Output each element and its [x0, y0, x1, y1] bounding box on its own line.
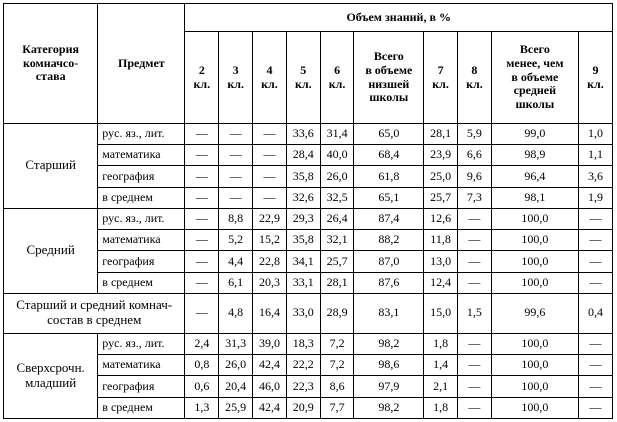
value-cell: —: [219, 124, 253, 145]
value-cell: 25,0: [424, 166, 458, 187]
value-cell: 22,3: [286, 376, 320, 397]
value-cell: 0,6: [185, 376, 219, 397]
category-header: Категория комначсо- става: [4, 4, 98, 124]
value-cell: 2,4: [185, 333, 219, 354]
subject-header: Предмет: [98, 4, 185, 124]
knowledge-volume-header: Объем знаний, в %: [185, 4, 613, 32]
value-cell: 29,3: [286, 208, 320, 229]
value-cell: 28,1: [320, 272, 354, 293]
column-header-7: 8 кл.: [457, 32, 491, 124]
value-cell: 26,0: [219, 355, 253, 376]
value-cell: —: [578, 333, 612, 354]
value-cell: 33,0: [286, 293, 320, 333]
subject-cell: география: [98, 251, 185, 272]
value-cell: —: [219, 166, 253, 187]
value-cell: 4,8: [219, 293, 253, 333]
category-cell: Старший: [4, 124, 98, 209]
subject-cell: в среднем: [98, 187, 185, 208]
value-cell: —: [578, 272, 612, 293]
subject-cell: география: [98, 166, 185, 187]
value-cell: 97,9: [354, 376, 424, 397]
value-cell: —: [185, 166, 219, 187]
subject-cell: в среднем: [98, 397, 185, 418]
value-cell: 87,0: [354, 251, 424, 272]
value-cell: 32,5: [320, 187, 354, 208]
value-cell: —: [185, 187, 219, 208]
value-cell: 7,2: [320, 355, 354, 376]
subject-cell: рус. яз., лит.: [98, 208, 185, 229]
table-header: [4, 4, 613, 124]
table-row: [4, 333, 613, 354]
value-cell: 35,8: [286, 166, 320, 187]
column-header-0: 2 кл.: [185, 32, 219, 124]
subject-cell: математика: [98, 230, 185, 251]
value-cell: 28,4: [286, 145, 320, 166]
value-cell: 39,0: [253, 333, 287, 354]
column-header-8: Всего менее, чем в объеме средней школы: [491, 32, 578, 124]
value-cell: 6,1: [219, 272, 253, 293]
value-cell: 13,0: [424, 251, 458, 272]
value-cell: 1,8: [424, 397, 458, 418]
value-cell: 100,0: [491, 251, 578, 272]
value-cell: —: [457, 272, 491, 293]
column-header-1: 3 кл.: [219, 32, 253, 124]
value-cell: —: [578, 355, 612, 376]
value-cell: —: [578, 376, 612, 397]
subject-cell: математика: [98, 355, 185, 376]
value-cell: 20,4: [219, 376, 253, 397]
value-cell: 25,9: [219, 397, 253, 418]
value-cell: 8,8: [219, 208, 253, 229]
value-cell: —: [253, 166, 287, 187]
value-cell: 1,9: [578, 187, 612, 208]
subject-cell: математика: [98, 145, 185, 166]
value-cell: 65,1: [354, 187, 424, 208]
value-cell: —: [185, 208, 219, 229]
table-row-combined: [4, 293, 613, 333]
value-cell: 22,8: [253, 251, 287, 272]
value-cell: —: [253, 124, 287, 145]
value-cell: 87,6: [354, 272, 424, 293]
value-cell: —: [578, 230, 612, 251]
value-cell: 98,2: [354, 333, 424, 354]
value-cell: —: [457, 333, 491, 354]
value-cell: 3,6: [578, 166, 612, 187]
value-cell: —: [457, 397, 491, 418]
value-cell: 83,1: [354, 293, 424, 333]
value-cell: —: [457, 230, 491, 251]
category-cell: Средний: [4, 208, 98, 293]
value-cell: 7,3: [457, 187, 491, 208]
value-cell: 1,5: [457, 293, 491, 333]
value-cell: 8,6: [320, 376, 354, 397]
value-cell: —: [185, 145, 219, 166]
value-cell: 12,4: [424, 272, 458, 293]
value-cell: 99,0: [491, 124, 578, 145]
value-cell: 96,4: [491, 166, 578, 187]
value-cell: 2,1: [424, 376, 458, 397]
value-cell: 98,6: [354, 355, 424, 376]
value-cell: —: [253, 145, 287, 166]
value-cell: 20,3: [253, 272, 287, 293]
value-cell: 9,6: [457, 166, 491, 187]
value-cell: —: [219, 187, 253, 208]
value-cell: —: [457, 376, 491, 397]
value-cell: 35,8: [286, 230, 320, 251]
value-cell: 25,7: [320, 251, 354, 272]
value-cell: 28,1: [424, 124, 458, 145]
value-cell: —: [457, 251, 491, 272]
subject-cell: география: [98, 376, 185, 397]
column-header-2: 4 кл.: [253, 32, 287, 124]
column-header-9: 9 кл.: [578, 32, 612, 124]
value-cell: 65,0: [354, 124, 424, 145]
value-cell: 100,0: [491, 355, 578, 376]
value-cell: 68,4: [354, 145, 424, 166]
subject-cell: рус. яз., лит.: [98, 124, 185, 145]
value-cell: 98,1: [491, 187, 578, 208]
value-cell: 12,6: [424, 208, 458, 229]
value-cell: 18,3: [286, 333, 320, 354]
column-header-3: 5 кл.: [286, 32, 320, 124]
value-cell: 23,9: [424, 145, 458, 166]
value-cell: —: [185, 124, 219, 145]
value-cell: 1,8: [424, 333, 458, 354]
value-cell: 22,2: [286, 355, 320, 376]
value-cell: 5,9: [457, 124, 491, 145]
table-row: [4, 124, 613, 145]
value-cell: 4,4: [219, 251, 253, 272]
value-cell: 42,4: [253, 397, 287, 418]
value-cell: 31,3: [219, 333, 253, 354]
value-cell: —: [578, 251, 612, 272]
subject-cell: рус. яз., лит.: [98, 333, 185, 354]
value-cell: 33,1: [286, 272, 320, 293]
value-cell: 1,1: [578, 145, 612, 166]
value-cell: 6,6: [457, 145, 491, 166]
value-cell: 22,9: [253, 208, 287, 229]
value-cell: 100,0: [491, 230, 578, 251]
value-cell: 1,0: [578, 124, 612, 145]
value-cell: 1,4: [424, 355, 458, 376]
value-cell: 7,7: [320, 397, 354, 418]
category-cell: Сверхсрочн. младший: [4, 333, 98, 418]
value-cell: 28,9: [320, 293, 354, 333]
value-cell: 15,2: [253, 230, 287, 251]
value-cell: 25,7: [424, 187, 458, 208]
column-header-6: 7 кл.: [424, 32, 458, 124]
value-cell: 100,0: [491, 208, 578, 229]
value-cell: 15,0: [424, 293, 458, 333]
value-cell: —: [578, 397, 612, 418]
value-cell: 5,2: [219, 230, 253, 251]
knowledge-volume-table: [3, 3, 613, 419]
value-cell: 61,8: [354, 166, 424, 187]
subject-cell: в среднем: [98, 272, 185, 293]
value-cell: 26,4: [320, 208, 354, 229]
value-cell: —: [185, 230, 219, 251]
column-header-4: 6 кл.: [320, 32, 354, 124]
value-cell: 98,2: [354, 397, 424, 418]
value-cell: 20,9: [286, 397, 320, 418]
column-header-5: Всего в объеме низшей школы: [354, 32, 424, 124]
value-cell: 26,0: [320, 166, 354, 187]
table-row: [4, 208, 613, 229]
value-cell: 100,0: [491, 397, 578, 418]
value-cell: 16,4: [253, 293, 287, 333]
value-cell: 42,4: [253, 355, 287, 376]
value-cell: 100,0: [491, 272, 578, 293]
value-cell: 0,4: [578, 293, 612, 333]
value-cell: 33,6: [286, 124, 320, 145]
value-cell: 98,9: [491, 145, 578, 166]
value-cell: 88,2: [354, 230, 424, 251]
value-cell: 11,8: [424, 230, 458, 251]
value-cell: 1,3: [185, 397, 219, 418]
value-cell: 40,0: [320, 145, 354, 166]
value-cell: 31,4: [320, 124, 354, 145]
value-cell: 100,0: [491, 333, 578, 354]
value-cell: —: [253, 187, 287, 208]
value-cell: 32,6: [286, 187, 320, 208]
table-body: [4, 124, 613, 419]
value-cell: —: [457, 355, 491, 376]
value-cell: —: [185, 293, 219, 333]
value-cell: 32,1: [320, 230, 354, 251]
value-cell: —: [185, 251, 219, 272]
value-cell: —: [457, 208, 491, 229]
value-cell: 99,6: [491, 293, 578, 333]
value-cell: —: [185, 272, 219, 293]
value-cell: 0,8: [185, 355, 219, 376]
category-cell: Старший и средний комнач- состав в среднем: [4, 293, 185, 333]
value-cell: 46,0: [253, 376, 287, 397]
value-cell: —: [578, 208, 612, 229]
value-cell: —: [219, 145, 253, 166]
value-cell: 7,2: [320, 333, 354, 354]
value-cell: 34,1: [286, 251, 320, 272]
value-cell: 100,0: [491, 376, 578, 397]
value-cell: 87,4: [354, 208, 424, 229]
